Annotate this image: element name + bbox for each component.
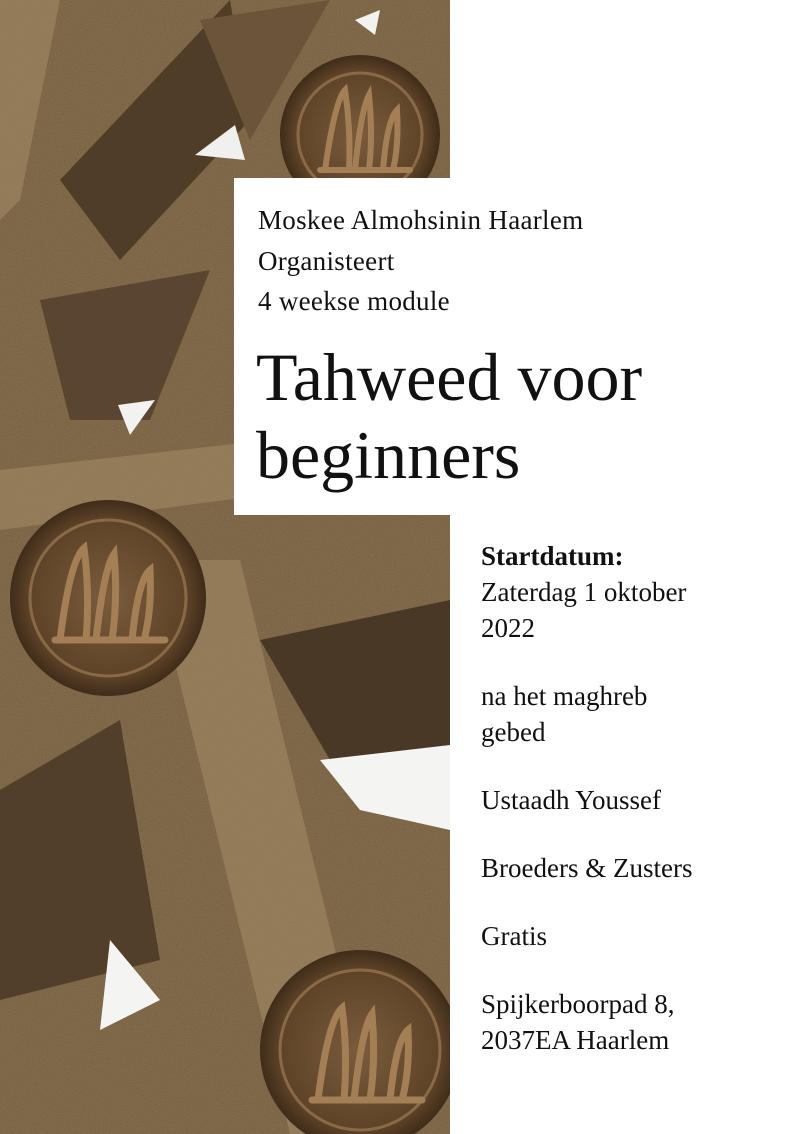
price: Gratis [481,921,547,951]
event-details [481,538,791,1090]
price-block [481,918,791,954]
time-line-1: na het maghreb [481,681,648,711]
organizer-verb: Organisteert [258,246,395,276]
title-box [234,178,800,515]
course-title-line-1: Tahweed voor [256,339,643,415]
course-title [256,338,642,494]
start-date-line-1: Zaterdag 1 oktober [481,577,687,607]
audience-block [481,850,791,886]
teacher-name: Ustaadh Youssef [481,785,662,815]
audience: Broeders & Zusters [481,853,693,883]
time-line-2: gebed [481,717,546,747]
calligraphy-medallion-middle [10,500,206,696]
start-date-line-2: 2022 [481,613,535,643]
module-duration: 4 weekse module [258,286,450,316]
organizer-name: Moskee Almohsinin Haarlem [258,205,584,235]
time-block [481,678,791,750]
address-block [481,986,791,1058]
course-title-line-2: beginners [256,417,521,493]
address-line-1: Spijkerboorpad 8, [481,989,675,1019]
teacher-block [481,782,791,818]
address-line-2: 2037EA Haarlem [481,1025,670,1055]
start-date-label: Startdatum: [481,541,624,571]
start-date-block [481,538,791,646]
